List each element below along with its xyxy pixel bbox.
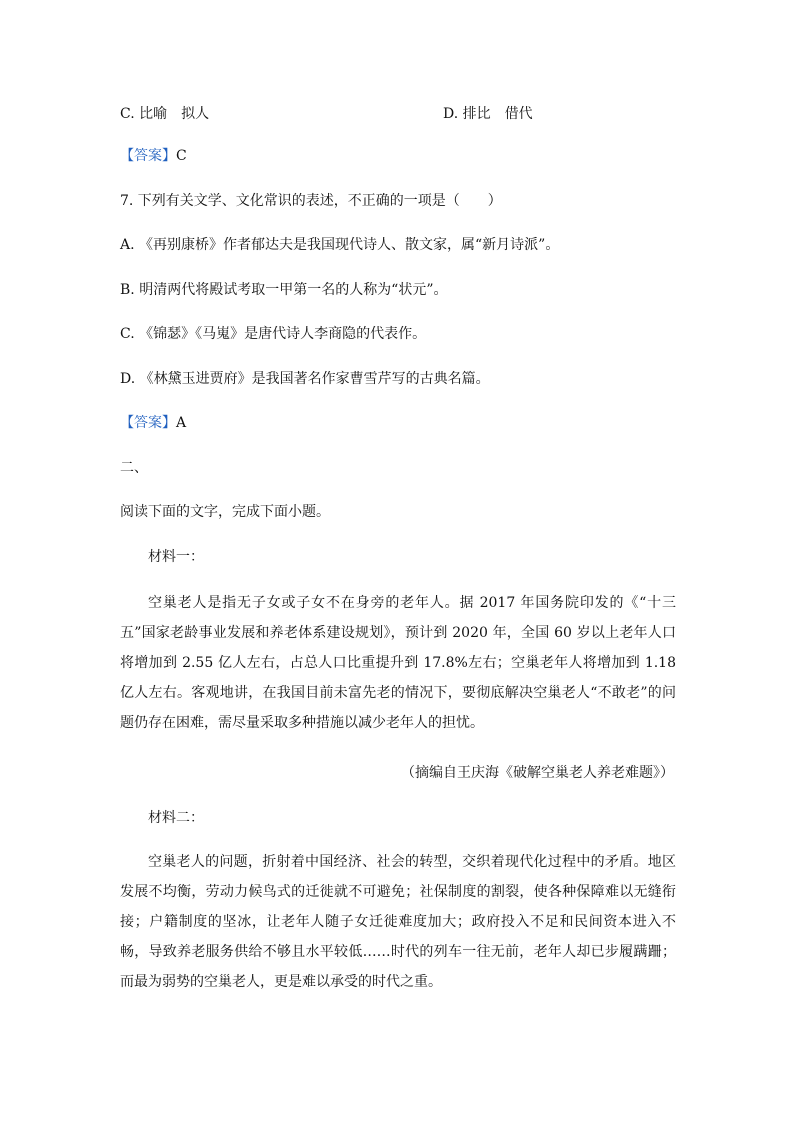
answer-tag: 【答案】: [120, 148, 176, 164]
q7-stem: 7. 下列有关文学、文化常识的表述，不正确的一项是（ ）: [120, 193, 502, 209]
q7-option-b: B. 明清两代将殿试考取一甲第一名的人称为“状元”。: [120, 282, 448, 298]
answer-tag: 【答案】: [120, 415, 176, 431]
q6-answer: [120, 146, 187, 166]
section-instruction: 阅读下面的文字，完成下面小题。: [120, 504, 330, 520]
section-number: 二、: [120, 460, 148, 476]
q7-option-c: C. 《锦瑟》《马嵬》是唐代诗人李商隐的代表作。: [120, 326, 427, 342]
answer-value: A: [176, 415, 187, 431]
material1-title: 材料一：: [148, 549, 204, 565]
q7-answer: [120, 413, 186, 433]
q7-option-a: A. 《再别康桥》作者郁达夫是我国现代诗人、散文家，属“新月诗派”。: [120, 237, 560, 253]
q7-option-d: D. 《林黛玉进贾府》是我国著名作家曹雪芹写的古典名篇。: [120, 371, 490, 387]
q6-option-d: D. 排比 借代: [443, 106, 533, 122]
material2-text: 空巢老人的问题，折射着中国经济、社会的转型，交织着现代化过程中的矛盾。地区发展不均衡，劳动力候鸟式的迁徙就不可避免；社保制度的割裂，使各种保障难以无缝衔接；户籍制度的坚冰，让老年人随子女迁徙难度加大；政府投入不足和民间资本进入不畅，导致养老服务供给不够且水平较低……时代的列车一往无前，老年人却已步履蹒跚；而最为弱势的空巢老人，更是难以承受的时代之重。: [120, 854, 676, 990]
q6-option-c: C. 比喻 拟人: [120, 106, 210, 122]
material1-source: （摘编自王庆海《破解空巢老人养老难题》）: [401, 765, 674, 781]
material1-text: 空巢老人是指无子女或子女不在身旁的老年人。据 2017 年国务院印发的《“十三五”国家老龄事业发展和养老体系建设规划》，预计到 2020 年，全国 60 岁以上老年人口将增加到 2.55 亿人左右，占总人口比重提升到 17.8%左右；空巢老年人将增加到 1.18 亿人左右。客观地讲，在我国目前未富先老的情况下，要彻底解决空巢老人“不敢老”的问题仍存在困难，需尽量采取多种措施以减少老年人的担忧。: [120, 595, 676, 731]
material2-title: 材料二：: [148, 810, 204, 826]
answer-value: C: [176, 148, 187, 164]
